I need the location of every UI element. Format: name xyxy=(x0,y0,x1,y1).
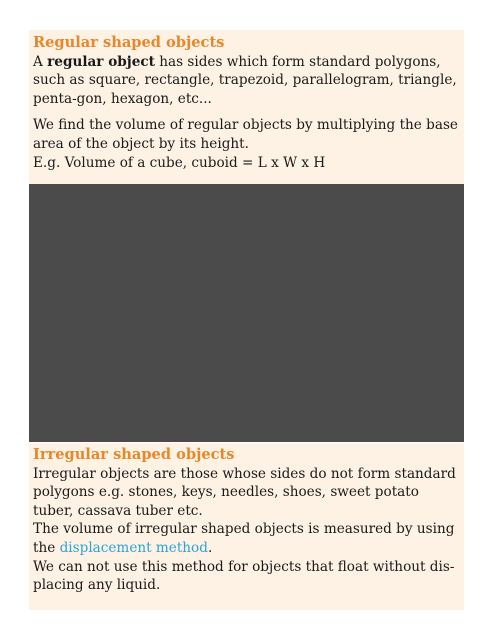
regular-objects-definition xyxy=(33,53,460,109)
displacement-method-link[interactable]: displacement method xyxy=(59,539,208,556)
regular-definition-prefix: A xyxy=(33,53,48,70)
regular-objects-section xyxy=(29,30,464,184)
regular-volume-example: E.g. Volume of a cube, cuboid = L x W x H xyxy=(33,154,326,171)
regular-object-term: regular object xyxy=(47,53,155,70)
floating-objects-note: We can not use this method for objects that float without dis-placing any liquid. xyxy=(33,558,455,594)
irregular-volume-measurement xyxy=(33,520,460,557)
paragraph-spacer xyxy=(33,108,460,116)
regular-definition-rest: has sides which form standard polygons, such as square, rectangle, trapezoid, parallelogram, triangle, penta-gon, hexagon, etc... xyxy=(33,53,457,107)
figure-image xyxy=(29,184,464,442)
measurement-prefix: The volume of irregular shaped objects is measured by using the xyxy=(33,521,455,556)
regular-objects-heading: Regular shaped objects xyxy=(33,34,225,51)
regular-volume-explanation: We find the volume of regular objects by multiplying the base area of the object by its height. xyxy=(33,117,458,152)
measurement-suffix: . xyxy=(207,539,213,556)
irregular-objects-section xyxy=(29,443,464,610)
irregular-objects-definition: Irregular objects are those whose sides do not form standard polygons e.g. stones, keys, needles, shoes, sweet potato tuber, cassava tuber etc. xyxy=(33,465,456,519)
irregular-objects-heading: Irregular shaped objects xyxy=(33,446,235,463)
